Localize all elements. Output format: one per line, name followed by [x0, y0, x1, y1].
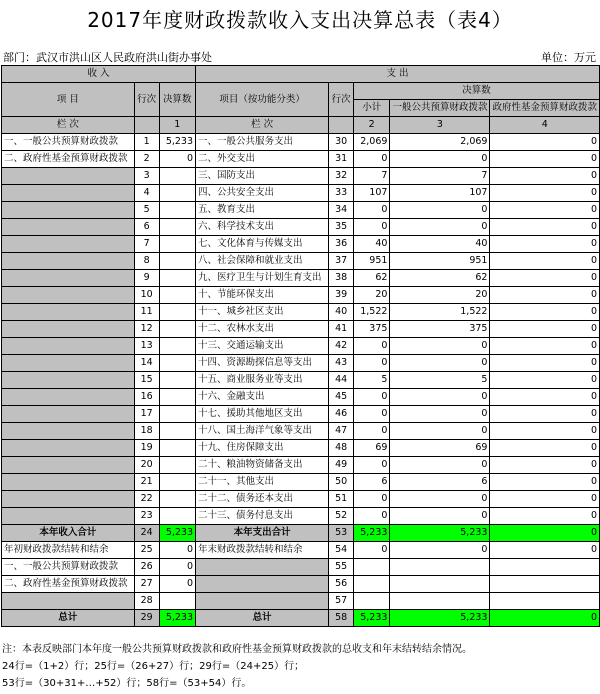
expense-item: 三、国防支出 [196, 168, 329, 185]
unit-label: 单位：万元 [541, 51, 596, 64]
table-row [2, 253, 600, 270]
expense-row-no: 49 [329, 457, 354, 474]
income-amount [159, 270, 195, 287]
expense-fund: 0 [490, 134, 600, 151]
expense-item: 四、公共安全支出 [196, 185, 329, 202]
expense-general: 0 [390, 406, 490, 423]
expense-general: 0 [390, 542, 490, 559]
expense-row-no: 48 [329, 440, 354, 457]
column-label-2: 栏 次 [196, 117, 329, 134]
income-header: 收 入 [2, 66, 196, 83]
income-row-no: 25 [134, 542, 159, 559]
report-title: 2017年度财政拨款收入支出决算总表（表4） [87, 8, 513, 32]
expense-subtotal: 0 [353, 355, 389, 372]
expense-subtotal: 2,069 [353, 134, 389, 151]
income-amount [159, 287, 195, 304]
expense-row-no: 52 [329, 508, 354, 525]
income-row-no: 28 [134, 593, 159, 610]
table-row [2, 372, 600, 389]
income-amount: 0 [159, 559, 195, 576]
expense-fund: 0 [490, 491, 600, 508]
expense-item: 十二、农林水支出 [196, 321, 329, 338]
table-row [2, 287, 600, 304]
expense-fund: 0 [490, 474, 600, 491]
expense-subtotal: 951 [353, 253, 389, 270]
final-amount-header: 决算数 [159, 83, 195, 117]
expense-fund: 0 [490, 338, 600, 355]
table-row [2, 508, 600, 525]
expense-subtotal [353, 559, 389, 576]
income-item [2, 338, 135, 355]
expense-subtotal [353, 576, 389, 593]
expense-subtotal: 0 [353, 338, 389, 355]
income-row-no: 9 [134, 270, 159, 287]
expense-fund: 0 [490, 406, 600, 423]
income-amount [159, 236, 195, 253]
income-item [2, 474, 135, 491]
col-2-label: 2 [353, 117, 389, 134]
expense-subtotal: 0 [353, 542, 389, 559]
expense-row-no: 50 [329, 474, 354, 491]
item-by-function-header: 项目（按功能分类） [196, 83, 329, 117]
expense-row-no: 37 [329, 253, 354, 270]
expense-row-no: 39 [329, 287, 354, 304]
income-row-no: 14 [134, 355, 159, 372]
expense-item: 十、节能环保支出 [196, 287, 329, 304]
expense-item: 十一、城乡社区支出 [196, 304, 329, 321]
expense-general: 2,069 [390, 134, 490, 151]
grand-total-row [2, 610, 600, 627]
income-row-no: 20 [134, 457, 159, 474]
table-row [2, 151, 600, 168]
income-item [2, 491, 135, 508]
table-row [2, 270, 600, 287]
income-amount [159, 219, 195, 236]
expense-general: 69 [390, 440, 490, 457]
expense-fund: 0 [490, 270, 600, 287]
footnote-line: 53行=（30+31+…+52）行；58行=（53+54）行。 [2, 678, 252, 689]
income-row-no: 10 [134, 287, 159, 304]
expense-general [390, 576, 490, 593]
expense-item: 一、一般公共服务支出 [196, 134, 329, 151]
expense-subtotal: 0 [353, 508, 389, 525]
table-row [2, 542, 600, 559]
income-amount [159, 202, 195, 219]
income-item [2, 508, 135, 525]
expense-item: 二十一、其他支出 [196, 474, 329, 491]
expense-item: 十五、商业服务业等支出 [196, 372, 329, 389]
expense-fund: 0 [490, 151, 600, 168]
expense-item: 二十、粮油物资储备支出 [196, 457, 329, 474]
footnote-line: 注：本表反映部门本年度一般公共预算财政拨款和政府性基金预算财政拨款的总收支和年末结转结余情况。 [2, 644, 472, 655]
expense-item: 二十三、债务付息支出 [196, 508, 329, 525]
expense-item: 十八、国土海洋气象等支出 [196, 423, 329, 440]
income-row-no: 2 [134, 151, 159, 168]
table-row [2, 389, 600, 406]
final-accounts-table [1, 65, 600, 627]
expense-general: 40 [390, 236, 490, 253]
income-item: 二、政府性基金预算财政拨款 [2, 576, 135, 593]
income-item: 年初财政拨款结转和结余 [2, 542, 135, 559]
expense-general: 0 [390, 338, 490, 355]
expense-general: 951 [390, 253, 490, 270]
table-row [2, 202, 600, 219]
table-row [2, 474, 600, 491]
subtotal-header: 小计 [353, 100, 389, 117]
income-amount: 5,233 [159, 134, 195, 151]
income-amount [159, 304, 195, 321]
expense-row-no: 38 [329, 270, 354, 287]
expense-item: 二、外交支出 [196, 151, 329, 168]
income-row-no: 19 [134, 440, 159, 457]
income-row-no: 22 [134, 491, 159, 508]
expense-item: 年末财政拨款结转和结余 [196, 542, 329, 559]
expense-item: 七、文化体育与传媒支出 [196, 236, 329, 253]
totals-row [2, 525, 600, 542]
expense-subtotal: 107 [353, 185, 389, 202]
expense-row-no: 33 [329, 185, 354, 202]
expense-fund: 0 [490, 355, 600, 372]
income-amount: 0 [159, 151, 195, 168]
income-item [2, 219, 135, 236]
income-item [2, 185, 135, 202]
expense-row-no: 40 [329, 304, 354, 321]
expense-row-no: 30 [329, 134, 354, 151]
expense-grand-total-subtotal: 5,233 [353, 610, 389, 627]
table-row [2, 593, 600, 610]
income-amount [159, 389, 195, 406]
income-row-no: 11 [134, 304, 159, 321]
expense-fund: 0 [490, 389, 600, 406]
expense-subtotal: 0 [353, 423, 389, 440]
income-item [2, 321, 135, 338]
expense-grand-total-fund: 0 [490, 610, 600, 627]
expense-item: 六、科学技术支出 [196, 219, 329, 236]
income-row-no: 6 [134, 219, 159, 236]
expense-row-no: 51 [329, 491, 354, 508]
income-row-no: 7 [134, 236, 159, 253]
expense-fund: 0 [490, 219, 600, 236]
income-row-no: 23 [134, 508, 159, 525]
expense-general [390, 593, 490, 610]
col-3-label: 3 [390, 117, 490, 134]
expense-header: 支 出 [196, 66, 600, 83]
expense-item: 十六、金融支出 [196, 389, 329, 406]
income-total-label: 本年收入合计 [2, 525, 135, 542]
expense-fund: 0 [490, 440, 600, 457]
row-no-header: 行次 [134, 83, 159, 117]
income-item [2, 253, 135, 270]
expense-item [196, 593, 329, 610]
income-amount [159, 185, 195, 202]
expense-fund [490, 559, 600, 576]
income-amount [159, 423, 195, 440]
income-item [2, 202, 135, 219]
expense-item: 五、教育支出 [196, 202, 329, 219]
item-header: 项 目 [2, 83, 135, 117]
expense-subtotal: 0 [353, 491, 389, 508]
income-row-no: 13 [134, 338, 159, 355]
income-total-row-no: 24 [134, 525, 159, 542]
expense-fund [490, 576, 600, 593]
income-amount [159, 593, 195, 610]
income-grand-total-amount: 5,233 [159, 610, 195, 627]
table-row [2, 338, 600, 355]
department-label: 部门：武汉市洪山区人民政府洪山街办事处 [3, 51, 212, 64]
table-row [2, 236, 600, 253]
expense-general: 0 [390, 202, 490, 219]
expense-subtotal: 69 [353, 440, 389, 457]
income-row-no: 21 [134, 474, 159, 491]
table-row [2, 423, 600, 440]
expense-subtotal: 0 [353, 202, 389, 219]
income-amount: 0 [159, 542, 195, 559]
expense-subtotal: 375 [353, 321, 389, 338]
expense-fund: 0 [490, 457, 600, 474]
expense-general: 0 [390, 355, 490, 372]
expense-fund: 0 [490, 321, 600, 338]
expense-general: 7 [390, 168, 490, 185]
expense-general: 0 [390, 457, 490, 474]
income-grand-total-row-no: 29 [134, 610, 159, 627]
expense-total-general: 5,233 [390, 525, 490, 542]
expense-subtotal: 0 [353, 151, 389, 168]
expense-row-no: 35 [329, 219, 354, 236]
expense-general: 107 [390, 185, 490, 202]
table-row [2, 457, 600, 474]
expense-subtotal: 0 [353, 389, 389, 406]
expense-row-no: 41 [329, 321, 354, 338]
income-amount [159, 474, 195, 491]
expense-subtotal: 40 [353, 236, 389, 253]
expense-general: 0 [390, 508, 490, 525]
income-amount [159, 457, 195, 474]
expense-subtotal: 0 [353, 219, 389, 236]
expense-subtotal: 0 [353, 457, 389, 474]
expense-item: 二十二、债务还本支出 [196, 491, 329, 508]
general-budget-header: 一般公共预算财政拨款 [390, 100, 490, 117]
expense-fund: 0 [490, 202, 600, 219]
income-item [2, 423, 135, 440]
expense-grand-total-general: 5,233 [390, 610, 490, 627]
expense-general: 0 [390, 389, 490, 406]
income-amount [159, 338, 195, 355]
income-amount: 0 [159, 576, 195, 593]
expense-grand-total-label: 总计 [196, 610, 329, 627]
table-row [2, 576, 600, 593]
income-amount [159, 355, 195, 372]
expense-fund: 0 [490, 287, 600, 304]
expense-item: 九、医疗卫生与计划生育支出 [196, 270, 329, 287]
table-row [2, 168, 600, 185]
table-row [2, 134, 600, 151]
income-item [2, 168, 135, 185]
income-row-no: 5 [134, 202, 159, 219]
expense-item: 十三、交通运输支出 [196, 338, 329, 355]
income-amount [159, 440, 195, 457]
income-amount [159, 491, 195, 508]
expense-row-no: 36 [329, 236, 354, 253]
table-row [2, 304, 600, 321]
expense-general: 6 [390, 474, 490, 491]
gov-fund-header: 政府性基金预算财政拨款 [490, 100, 600, 117]
income-row-no: 18 [134, 423, 159, 440]
expense-general: 1,522 [390, 304, 490, 321]
income-row-no: 26 [134, 559, 159, 576]
income-item: 二、政府性基金预算财政拨款 [2, 151, 135, 168]
expense-general [390, 559, 490, 576]
income-row-no: 8 [134, 253, 159, 270]
income-item [2, 355, 135, 372]
expense-row-no: 57 [329, 593, 354, 610]
expense-general: 0 [390, 151, 490, 168]
expense-item: 十四、资源勘探信息等支出 [196, 355, 329, 372]
table-row [2, 491, 600, 508]
income-row-no: 15 [134, 372, 159, 389]
table-row [2, 185, 600, 202]
income-item [2, 440, 135, 457]
expense-fund: 0 [490, 372, 600, 389]
income-total-amount: 5,233 [159, 525, 195, 542]
expense-row-no: 54 [329, 542, 354, 559]
expense-total-subtotal: 5,233 [353, 525, 389, 542]
income-item [2, 406, 135, 423]
column-label: 栏 次 [2, 117, 135, 134]
expense-general: 375 [390, 321, 490, 338]
income-item [2, 287, 135, 304]
footnote-line: 24行=（1+2）行；25行=（26+27）行；29行=（24+25）行； [2, 661, 305, 672]
expense-fund: 0 [490, 236, 600, 253]
expense-row-no: 34 [329, 202, 354, 219]
table-row [2, 321, 600, 338]
income-grand-total-label: 总计 [2, 610, 135, 627]
expense-item: 十九、住房保障支出 [196, 440, 329, 457]
income-row-no: 4 [134, 185, 159, 202]
income-item: 一、一般公共预算财政拨款 [2, 559, 135, 576]
expense-item [196, 576, 329, 593]
expense-total-label: 本年支出合计 [196, 525, 329, 542]
expense-row-no: 45 [329, 389, 354, 406]
expense-general: 0 [390, 423, 490, 440]
expense-general: 0 [390, 219, 490, 236]
expense-subtotal: 5 [353, 372, 389, 389]
income-row-no: 1 [134, 134, 159, 151]
expense-row-no: 43 [329, 355, 354, 372]
row-no2-header: 行次 [329, 83, 354, 117]
col-4-label: 4 [490, 117, 600, 134]
income-row-no: 27 [134, 576, 159, 593]
expense-total-row-no: 53 [329, 525, 354, 542]
income-amount [159, 321, 195, 338]
expense-fund: 0 [490, 508, 600, 525]
income-amount [159, 168, 195, 185]
income-amount [159, 508, 195, 525]
expense-general: 20 [390, 287, 490, 304]
income-item [2, 389, 135, 406]
expense-subtotal: 7 [353, 168, 389, 185]
income-item [2, 593, 135, 610]
income-item [2, 372, 135, 389]
income-row-no: 3 [134, 168, 159, 185]
income-amount [159, 372, 195, 389]
income-item [2, 304, 135, 321]
income-item [2, 270, 135, 287]
table-row [2, 219, 600, 236]
expense-general: 0 [390, 491, 490, 508]
expense-row-no: 31 [329, 151, 354, 168]
income-amount [159, 253, 195, 270]
expense-fund: 0 [490, 304, 600, 321]
expense-subtotal [353, 593, 389, 610]
table-row [2, 406, 600, 423]
expense-row-no: 44 [329, 372, 354, 389]
expense-subtotal: 1,522 [353, 304, 389, 321]
expense-fund: 0 [490, 423, 600, 440]
income-item [2, 236, 135, 253]
expense-fund: 0 [490, 168, 600, 185]
expense-total-fund: 0 [490, 525, 600, 542]
expense-row-no: 55 [329, 559, 354, 576]
expense-row-no: 56 [329, 576, 354, 593]
expense-fund: 0 [490, 253, 600, 270]
income-row-no: 12 [134, 321, 159, 338]
expense-general: 62 [390, 270, 490, 287]
table-row [2, 355, 600, 372]
income-item [2, 457, 135, 474]
expense-item: 十七、援助其他地区支出 [196, 406, 329, 423]
expense-row-no: 47 [329, 423, 354, 440]
expense-subtotal: 20 [353, 287, 389, 304]
income-row-no: 17 [134, 406, 159, 423]
expense-item: 八、社会保障和就业支出 [196, 253, 329, 270]
expense-subtotal: 0 [353, 406, 389, 423]
expense-row-no: 42 [329, 338, 354, 355]
expense-row-no: 32 [329, 168, 354, 185]
expense-fund: 0 [490, 542, 600, 559]
final-amount2-header: 决算数 [353, 83, 599, 100]
income-item: 一、一般公共预算财政拨款 [2, 134, 135, 151]
income-row-no: 16 [134, 389, 159, 406]
expense-fund [490, 593, 600, 610]
expense-subtotal: 62 [353, 270, 389, 287]
income-amount [159, 406, 195, 423]
expense-item [196, 559, 329, 576]
expense-grand-total-row-no: 58 [329, 610, 354, 627]
expense-row-no: 46 [329, 406, 354, 423]
expense-fund: 0 [490, 185, 600, 202]
table-row [2, 440, 600, 457]
expense-general: 5 [390, 372, 490, 389]
expense-subtotal: 6 [353, 474, 389, 491]
table-row [2, 559, 600, 576]
footnotes [2, 641, 472, 692]
col-1-label: 1 [159, 117, 195, 134]
